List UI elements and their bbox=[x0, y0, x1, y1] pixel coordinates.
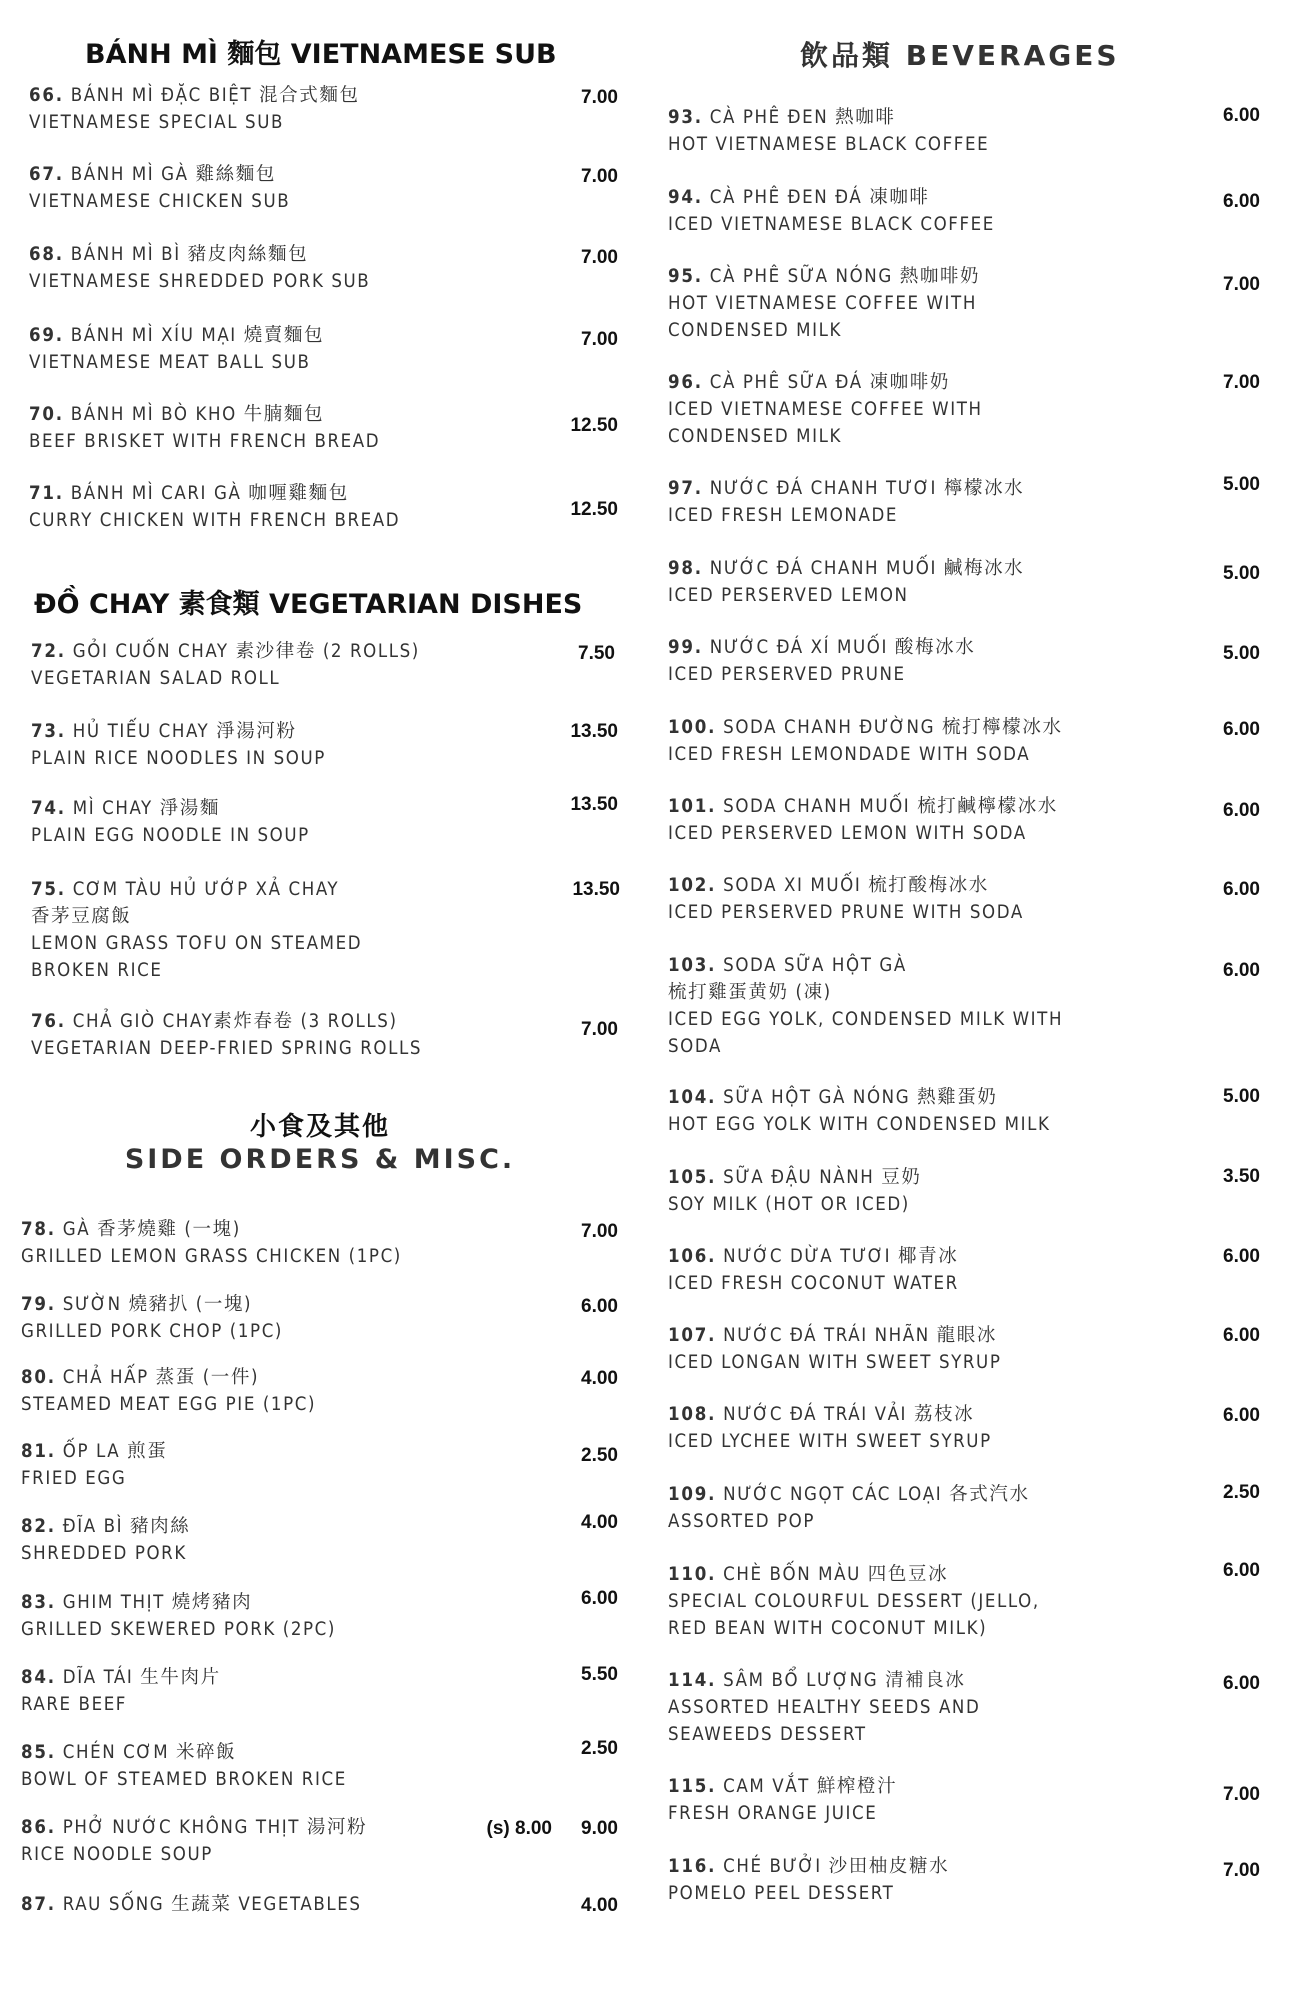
menu-item: 115. CAM VẮT 鮮榨橙汁 FRESH ORANGE JUICE bbox=[668, 1776, 898, 1824]
menu-item: 83. GHIM THỊT 燒烤豬肉 GRILLED SKEWERED PORK (2PC) bbox=[21, 1592, 336, 1640]
menu-item: 67. BÁNH MÌ GÀ 雞絲麵包 VIETNAMESE CHICKEN SUB bbox=[29, 164, 291, 212]
item-price: 7.00 bbox=[581, 1019, 618, 1040]
item-price: 5.00 bbox=[1223, 563, 1260, 584]
item-price: 7.00 bbox=[581, 329, 618, 350]
menu-item: 81. ỐP LA 煎蛋 FRIED EGG bbox=[21, 1441, 168, 1489]
item-price: 6.00 bbox=[1223, 800, 1260, 821]
item-price: 9.00 bbox=[581, 1818, 618, 1839]
item-price: 7.00 bbox=[1223, 1860, 1260, 1881]
menu-item: 107. NƯỚC ĐÁ TRÁI NHÃN 龍眼冰 ICED LONGAN WITH SWEET SYRUP bbox=[668, 1325, 1002, 1373]
menu-item: 101. SODA CHANH MUỐI 梳打鹹檸檬冰水 ICED PERSERVED LEMON WITH SODA bbox=[668, 796, 1058, 844]
item-price: 2.50 bbox=[581, 1738, 618, 1759]
menu-item: 66. BÁNH MÌ ĐẶC BIỆT 混合式麵包 VIETNAMESE SPECIAL SUB bbox=[29, 85, 360, 133]
menu-item: 99. NƯỚC ĐÁ XÍ MUỐI 酸梅冰水 ICED PERSERVED PRUNE bbox=[668, 637, 976, 685]
menu-item: 106. NƯỚC DỪA TƯƠI 椰青冰 ICED FRESH COCONUT WATER bbox=[668, 1246, 959, 1294]
item-price: 5.50 bbox=[581, 1664, 618, 1685]
item-price: 5.00 bbox=[1223, 474, 1260, 495]
menu-item: 95. CÀ PHÊ SỮA NÓNG 熱咖啡奶 HOT VIETNAMESE COFFEE WITH CONDENSED MILK bbox=[668, 266, 981, 341]
item-price: 4.00 bbox=[581, 1368, 618, 1389]
item-price: 6.00 bbox=[1223, 1325, 1260, 1346]
item-price: 3.50 bbox=[1223, 1166, 1260, 1187]
item-price: 7.00 bbox=[581, 1221, 618, 1242]
item-price: 6.00 bbox=[581, 1296, 618, 1317]
menu-item: 97. NƯỚC ĐÁ CHANH TƯƠI 檸檬冰水 ICED FRESH LEMONADE bbox=[668, 478, 1025, 526]
item-price: 13.50 bbox=[572, 879, 620, 900]
menu-item: 110. CHÈ BỐN MÀU 四色豆冰 SPECIAL COLOURFUL DESSERT (JELLO, RED BEAN WITH COCONUT MILK) bbox=[668, 1564, 1040, 1639]
menu-item: 80. CHẢ HẤP 蒸蛋 (一件) STEAMED MEAT EGG PIE (1PC) bbox=[21, 1367, 317, 1415]
menu-item: 96. CÀ PHÊ SỮA ĐÁ 凍咖啡奶 ICED VIETNAMESE COFFEE WITH CONDENSED MILK bbox=[668, 372, 983, 447]
item-price: 6.00 bbox=[1223, 1246, 1260, 1267]
menu-item: 104. SỮA HỘT GÀ NÓNG 熱雞蛋奶 HOT EGG YOLK WITH CONDENSED MILK bbox=[668, 1087, 1051, 1135]
menu-item: 87. RAU SỐNG 生蔬菜 VEGETABLES bbox=[21, 1894, 362, 1915]
item-price: 6.00 bbox=[1223, 1673, 1260, 1694]
item-price: 6.00 bbox=[1223, 191, 1260, 212]
item-price: 4.00 bbox=[581, 1895, 618, 1916]
item-price: 6.00 bbox=[1223, 719, 1260, 740]
menu-item: 82. ĐĨA BÌ 豬肉絲 SHREDDED PORK bbox=[21, 1516, 191, 1564]
section-title-side-cn: 小食及其他 bbox=[249, 1112, 390, 1142]
menu-item: 94. CÀ PHÊ ĐEN ĐÁ 凍咖啡 ICED VIETNAMESE BLACK COFFEE bbox=[668, 187, 995, 235]
menu-item: 85. CHÉN CƠM 米碎飯 BOWL OF STEAMED BROKEN RICE bbox=[21, 1742, 347, 1790]
menu-item: 108. NƯỚC ĐÁ TRÁI VẢI 荔枝冰 ICED LYCHEE WITH SWEET SYRUP bbox=[668, 1404, 992, 1452]
item-price-small: (s) 8.00 bbox=[486, 1818, 552, 1839]
item-price: 7.00 bbox=[1223, 1784, 1260, 1805]
menu-item: 86. PHỞ NƯỚC KHÔNG THỊT 湯河粉 RICE NOODLE SOUP bbox=[21, 1817, 368, 1865]
item-price: 6.00 bbox=[1223, 960, 1260, 981]
menu-item: 109. NƯỚC NGỌT CÁC LOẠI 各式汽水 ASSORTED POP bbox=[668, 1484, 1030, 1532]
item-price: 7.00 bbox=[1223, 372, 1260, 393]
item-price: 7.00 bbox=[581, 87, 618, 108]
item-price: 13.50 bbox=[570, 721, 618, 742]
item-price: 13.50 bbox=[570, 794, 618, 815]
item-price: 7.00 bbox=[581, 166, 618, 187]
menu-item: 75. CƠM TÀU HỦ ƯỚP XẢ CHAY 香茅豆腐飯 LEMON GRASS TOFU ON STEAMED BROKEN RICE bbox=[31, 879, 363, 981]
item-price: 6.00 bbox=[1223, 879, 1260, 900]
menu-item: 73. HỦ TIẾU CHAY 淨湯河粉 PLAIN RICE NOODLES IN SOUP bbox=[31, 721, 326, 769]
item-price: 12.50 bbox=[570, 415, 618, 436]
menu-item: 98. NƯỚC ĐÁ CHANH MUỐI 鹹梅冰水 ICED PERSERVED LEMON bbox=[668, 558, 1025, 606]
item-price: 7.00 bbox=[1223, 274, 1260, 295]
menu-item: 79. SƯỜN 燒豬扒 (一塊) GRILLED PORK CHOP (1PC) bbox=[21, 1294, 284, 1342]
section-title-beverages: 飲品類 BEVERAGES bbox=[800, 39, 1120, 72]
item-price: 2.50 bbox=[1223, 1482, 1260, 1503]
item-price: 4.00 bbox=[581, 1512, 618, 1533]
menu-item: 100. SODA CHANH ĐƯỜNG 梳打檸檬冰水 ICED FRESH LEMONDADE WITH SODA bbox=[668, 717, 1063, 765]
menu-item: 70. BÁNH MÌ BÒ KHO 牛腩麵包 BEEF BRISKET WITH FRENCH BREAD bbox=[29, 404, 381, 452]
menu-item: 72. GỎI CUỐN CHAY 素沙律卷 (2 ROLLS) VEGETARIAN SALAD ROLL bbox=[31, 641, 420, 689]
menu-item: 103. SODA SỮA HỘT GÀ 梳打雞蛋黄奶 (凍) ICED EGG YOLK, CONDENSED MILK WITH SODA bbox=[668, 955, 1064, 1057]
menu-item: 68. BÁNH MÌ BÌ 豬皮肉絲麵包 VIETNAMESE SHREDDED PORK SUB bbox=[29, 244, 371, 292]
section-title-vegetarian: ĐỒ CHAY 素食類 VEGETARIAN DISHES bbox=[34, 589, 583, 620]
item-price: 6.00 bbox=[1223, 1405, 1260, 1426]
menu-item: 102. SODA XI MUỐI 梳打酸梅冰水 ICED PERSERVED PRUNE WITH SODA bbox=[668, 875, 1024, 923]
item-price: 5.00 bbox=[1223, 1086, 1260, 1107]
menu-item: 69. BÁNH MÌ XÍU MẠI 燒賣麵包 VIETNAMESE MEAT BALL SUB bbox=[29, 325, 325, 373]
menu-item: 71. BÁNH MÌ CARI GÀ 咖喱雞麵包 CURRY CHICKEN WITH FRENCH BREAD bbox=[29, 483, 401, 531]
menu-item: 105. SỮA ĐẬU NÀNH 豆奶 SOY MILK (HOT OR ICED) bbox=[668, 1167, 922, 1215]
menu-item: 78. GÀ 香茅燒雞 (一塊) GRILLED LEMON GRASS CHICKEN (1PC) bbox=[21, 1219, 402, 1267]
menu-item: 116. CHÉ BƯỞI 沙田柚皮糖水 POMELO PEEL DESSERT bbox=[668, 1856, 950, 1904]
item-price: 5.00 bbox=[1223, 643, 1260, 664]
menu-item: 74. MÌ CHAY 淨湯麵 PLAIN EGG NOODLE IN SOUP bbox=[31, 798, 310, 846]
item-price: 7.50 bbox=[578, 643, 615, 664]
item-price: 2.50 bbox=[581, 1445, 618, 1466]
item-price: 6.00 bbox=[1223, 1560, 1260, 1581]
item-price: 7.00 bbox=[581, 247, 618, 268]
section-title-banh-mi: BÁNH MÌ 麵包 VIETNAMESE SUB bbox=[85, 39, 557, 70]
item-price: 6.00 bbox=[1223, 105, 1260, 126]
menu-item: 93. CÀ PHÊ ĐEN 熱咖啡 HOT VIETNAMESE BLACK COFFEE bbox=[668, 107, 990, 155]
item-price: 6.00 bbox=[581, 1588, 618, 1609]
item-price: 12.50 bbox=[570, 499, 618, 520]
section-title-side-en: SIDE ORDERS & MISC. bbox=[124, 1144, 516, 1175]
menu-item: 76. CHẢ GIÒ CHAY素炸春卷 (3 ROLLS) VEGETARIAN DEEP-FRIED SPRING ROLLS bbox=[31, 1011, 423, 1059]
menu-item: 114. SÂM BỔ LƯỢNG 清補良冰 ASSORTED HEALTHY SEEDS AND SEAWEEDS DESSERT bbox=[668, 1670, 981, 1745]
menu-item: 84. DĨA TÁI 生牛肉片 RARE BEEF bbox=[21, 1667, 221, 1715]
